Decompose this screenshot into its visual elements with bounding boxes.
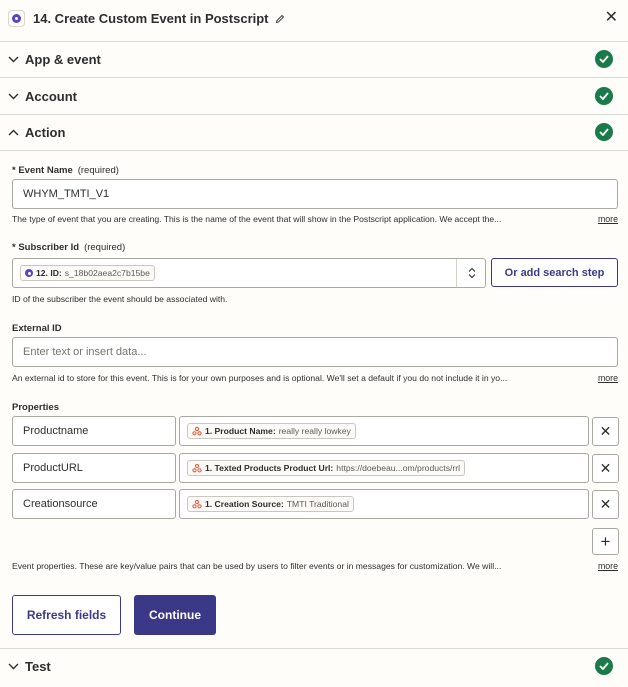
section-label: App & event [25, 51, 101, 67]
property-key-input[interactable] [12, 416, 176, 446]
external-id-input[interactable] [12, 337, 618, 367]
properties-label: Properties [12, 402, 59, 413]
section-label: Action [25, 124, 66, 140]
data-pill[interactable]: 1. Texted Products Product Url: https://doebeau...om/products/rrl [187, 460, 465, 476]
postscript-app-icon [8, 10, 25, 27]
continue-button[interactable]: Continue [134, 595, 216, 635]
step-title: 14. Create Custom Event in Postscript [33, 10, 285, 27]
property-key-value: ProductURL [23, 462, 83, 474]
select-arrows-icon[interactable] [467, 267, 477, 282]
event-name-more-link[interactable]: more [597, 214, 618, 224]
section-test[interactable] [0, 648, 628, 684]
property-key-value: Productname [23, 425, 89, 437]
divider [0, 150, 628, 151]
property-key-input[interactable] [12, 489, 176, 519]
remove-property-button[interactable]: ✕ [592, 417, 619, 446]
edit-pencil-icon[interactable] [275, 14, 285, 24]
event-name-label: * Event Name (required) [12, 165, 119, 176]
check-icon [595, 657, 613, 675]
add-search-step-button[interactable]: Or add search step [491, 258, 618, 287]
subscriber-id-help: ID of the subscriber the event should be associated with. [12, 294, 228, 304]
zap-trigger-icon [192, 463, 202, 473]
properties-help: Event properties. These are key/value pairs that can be used by users to filter events or in messages for customization. We will... [12, 561, 502, 571]
property-value-input[interactable] [179, 489, 589, 519]
check-icon [595, 123, 613, 141]
postscript-app-icon [25, 269, 33, 277]
external-id-help: An external id to store for this event. This is for your own purposes and is optional. We'll set a default if you do not include it in yo... [12, 373, 508, 383]
external-id-label: External ID [12, 323, 62, 334]
external-id-more-link[interactable]: more [597, 373, 618, 383]
section-app-event[interactable] [0, 41, 628, 77]
subscriber-id-input[interactable] [12, 258, 486, 288]
external-id-placeholder: Enter text or insert data... [23, 346, 147, 358]
property-value-input[interactable] [179, 416, 589, 446]
section-label: Account [25, 88, 77, 104]
data-pill[interactable]: 12. ID: s_18b02aea2c7b15be [20, 265, 155, 281]
close-icon[interactable]: ✕ [604, 9, 618, 26]
subscriber-id-label: * Subscriber Id (required) [12, 242, 126, 253]
section-label: Test [25, 658, 51, 674]
remove-property-button[interactable]: ✕ [592, 454, 619, 483]
data-pill[interactable]: 1. Creation Source: TMTI Traditional [187, 496, 354, 512]
zap-trigger-icon [192, 499, 202, 509]
section-account[interactable] [0, 78, 628, 114]
refresh-fields-button[interactable]: Refresh fields [12, 595, 121, 635]
chevron-down-icon [7, 56, 19, 63]
event-name-input[interactable] [12, 179, 618, 209]
property-value-input[interactable] [179, 453, 589, 483]
chevron-up-icon [7, 129, 19, 136]
chevron-down-icon [7, 93, 19, 100]
data-pill[interactable]: 1. Product Name: really really lowkey [187, 423, 356, 439]
remove-property-button[interactable]: ✕ [592, 490, 619, 519]
event-name-value: WHYM_TMTI_V1 [23, 188, 110, 200]
properties-more-link[interactable]: more [597, 561, 618, 571]
add-property-button[interactable]: + [592, 528, 619, 555]
section-action[interactable] [0, 114, 628, 150]
event-name-help: The type of event that you are creating. This is the name of the event that will show in the Postscript application. We accept the... [12, 214, 502, 224]
zap-trigger-icon [192, 426, 202, 436]
chevron-down-icon [7, 663, 19, 670]
property-key-value: Creationsource [23, 498, 98, 510]
property-key-input[interactable] [12, 453, 176, 483]
check-icon [595, 87, 613, 105]
check-icon [595, 50, 613, 68]
